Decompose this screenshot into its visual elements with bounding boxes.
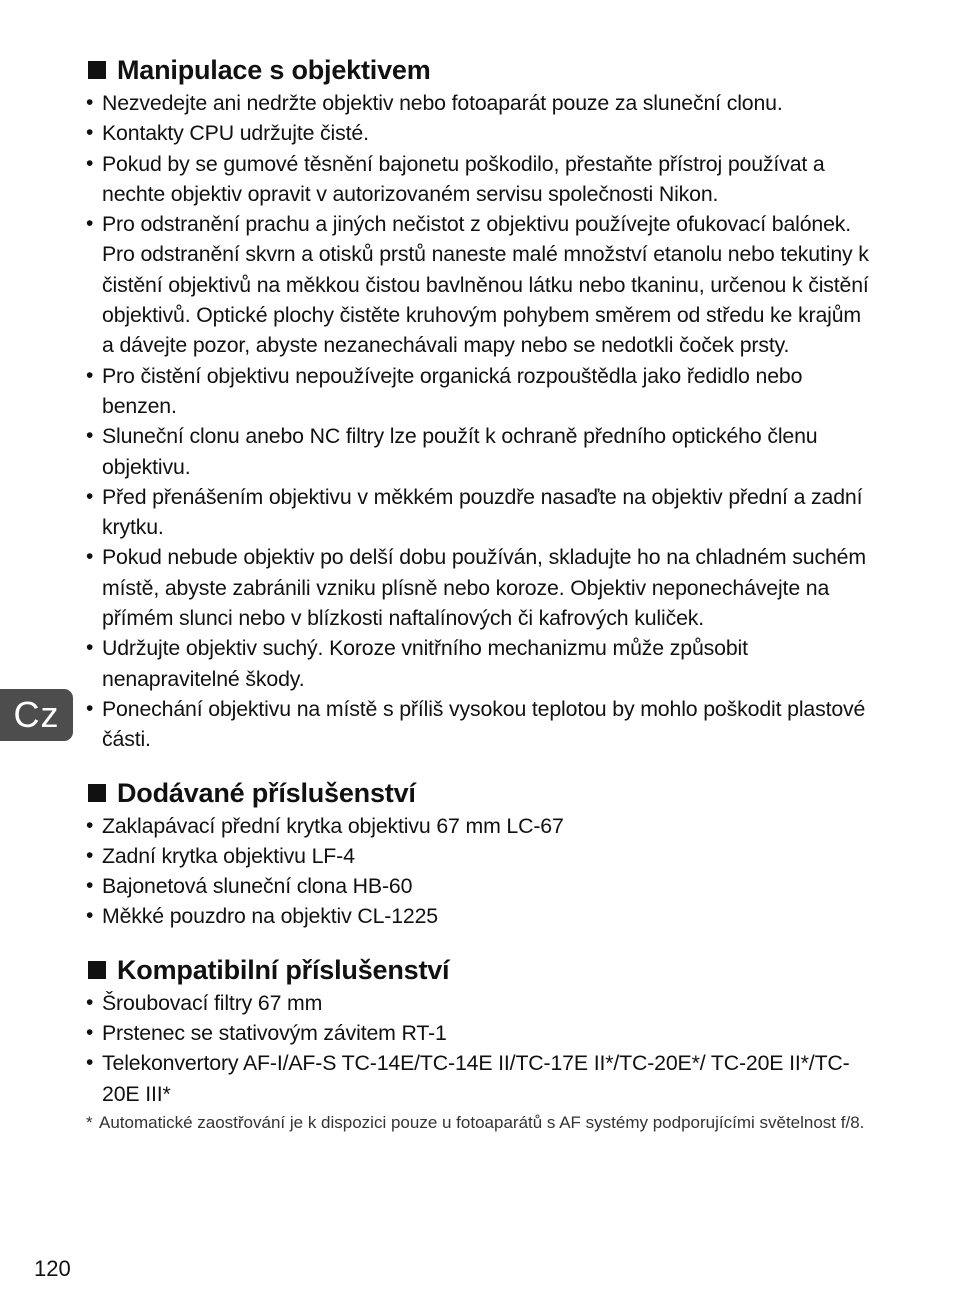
footnote-text: Automatické zaostřování je k dispozici pouze u fotoaparátů s AF systémy podporujícími světelnost f/8. [99, 1112, 865, 1132]
language-tab: Cz [0, 689, 73, 741]
list-item [86, 1018, 876, 1048]
list-item-text: Ponechání objektivu na místě s příliš vysokou teplotou by mohlo poškodit plastové části. [102, 696, 866, 752]
list-item-text: Udržujte objektiv suchý. Koroze vnitřního mechanizmu může způsobit nenapravitelné škody. [102, 636, 748, 691]
list-item-text: Pokud by se gumové těsnění bajonetu poškodilo, přestaňte přístroj používat a nechte objektiv opravit v autorizovaném servisu společnosti Nikon. [102, 151, 825, 206]
list-item [86, 118, 876, 148]
list-item [86, 421, 876, 482]
list-item [86, 209, 876, 360]
bullet-icon: • [86, 91, 94, 114]
section-heading [86, 952, 876, 988]
list-item-text: Pro odstranění prachu a jiných nečistot z objektivu používejte ofukovací balónek. Pro odstranění skvrn a otisků prstů naneste malé množství etanolu nebo tekutiny k čistění objektivů na měkkou čistou bavlněnou látku nebo tkaninu, určenou k čistění objektivů. Optické plochy čistěte kruhovým pohybem směrem od středu ke krajům a dávejte pozor, abyste nezanechávali mapy nebo se nedotkli čoček prsty. [102, 212, 869, 358]
list-item [86, 811, 876, 841]
footnote [86, 1111, 876, 1135]
list-item-text: Telekonvertory AF-I/AF-S TC-14E/TC-14E II/TC-17E II*/TC-20E*/ TC-20E II*/TC-20E III* [102, 1051, 850, 1106]
bullet-icon: • [86, 1051, 94, 1075]
page-number: 120 [34, 1256, 71, 1281]
list-item-text: Nezvedejte ani nedržte objektiv nebo fotoaparát pouze za sluneční clonu. [102, 91, 783, 115]
list-item-text: Bajonetová sluneční clona HB-60 [102, 874, 413, 899]
list-item [86, 633, 876, 694]
list-item-text: Zaklapávací přední krytka objektivu 67 mm LC-67 [102, 813, 564, 838]
bullet-icon: • [86, 121, 94, 145]
list-item [86, 988, 876, 1018]
square-bullet-icon [88, 784, 106, 802]
section-supplied-accessories [86, 775, 876, 932]
bullet-icon: • [86, 545, 94, 569]
bullet-icon: • [86, 874, 94, 898]
bullet-icon: • [86, 636, 94, 660]
list-item [86, 841, 876, 871]
list-item [86, 149, 876, 210]
list-item [86, 694, 876, 755]
bullet-list [86, 811, 876, 932]
list-item-text: Zadní krytka objektivu LF-4 [102, 843, 355, 868]
list-item-text: Pro čistění objektivu nepoužívejte organická rozpouštědla jako ředidlo nebo benzen. [102, 363, 803, 418]
list-item [86, 542, 876, 633]
section-title: Kompatibilní příslušenství [117, 954, 450, 985]
footnote-mark: * [86, 1112, 93, 1132]
bullet-list [86, 988, 876, 1109]
page-content [86, 52, 876, 1135]
list-item [86, 361, 876, 422]
bullet-icon: • [86, 151, 94, 175]
list-item-text: Šroubovací filtry 67 mm [102, 990, 323, 1015]
bullet-icon: • [86, 484, 94, 508]
bullet-icon: • [86, 696, 94, 720]
section-title: Manipulace s objektivem [117, 55, 431, 85]
bullet-icon: • [86, 990, 94, 1014]
square-bullet-icon [88, 61, 106, 79]
square-bullet-icon [88, 961, 106, 979]
bullet-list [86, 88, 876, 755]
bullet-icon: • [86, 843, 94, 867]
bullet-icon: • [86, 904, 94, 928]
section-heading [86, 52, 876, 88]
list-item-text: Kontakty CPU udržujte čisté. [102, 121, 369, 146]
list-item [86, 901, 876, 931]
list-item-text: Prstenec se stativovým závitem RT-1 [102, 1021, 447, 1046]
list-item [86, 88, 876, 118]
section-compatible-accessories [86, 952, 876, 1135]
section-title: Dodávané příslušenství [117, 777, 416, 808]
list-item-text: Sluneční clonu anebo NC filtry lze použít k ochraně předního optického členu objektivu. [102, 424, 818, 479]
list-item [86, 482, 876, 543]
bullet-icon: • [86, 1021, 94, 1045]
section-lens-handling [86, 52, 876, 755]
bullet-icon: • [86, 813, 94, 837]
list-item [86, 871, 876, 901]
bullet-icon: • [86, 424, 94, 448]
bullet-icon: • [86, 212, 94, 236]
list-item-text: Pokud nebude objektiv po delší dobu používán, skladujte ho na chladném suchém místě, abyste zabránili vzniku plísně nebo koroze. Objektiv neponechávejte na přímém slunci nebo v blízkosti naftalínových či kafrových kuliček. [102, 545, 866, 631]
section-heading [86, 775, 876, 811]
list-item [86, 1048, 876, 1109]
bullet-icon: • [86, 363, 94, 387]
list-item-text: Měkké pouzdro na objektiv CL-1225 [102, 904, 438, 929]
list-item-text: Před přenášením objektivu v měkkém pouzdře nasaďte na objektiv přední a zadní krytku. [102, 484, 863, 540]
